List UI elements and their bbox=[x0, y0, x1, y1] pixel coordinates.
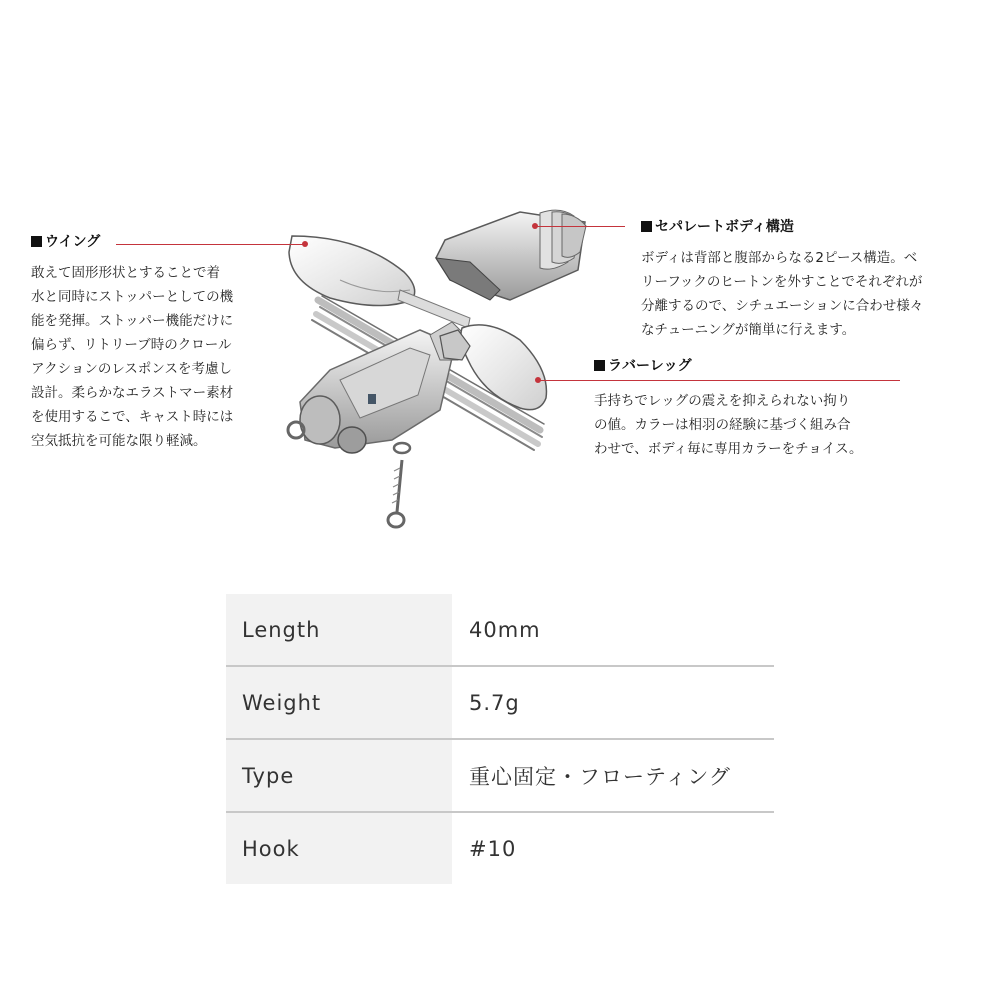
wing-text-line: を使用するこで、キャスト時には bbox=[31, 409, 234, 425]
screw-eye bbox=[388, 443, 410, 527]
wing-text-line: 能を発揮。ストッパー機能だけに bbox=[31, 313, 234, 329]
spec-value: 重心固定・フローティング bbox=[452, 739, 774, 812]
spec-value: 5.7g bbox=[452, 666, 774, 739]
rubber-leg-callout-title: ラバーレッグ bbox=[594, 357, 863, 375]
spec-row-hook bbox=[226, 812, 774, 884]
wing-callout bbox=[31, 233, 233, 453]
wing-text-line: 偏らず、リトリーブ時のクロール bbox=[31, 337, 232, 353]
rubber-leg-text-line: の値。カラーは相羽の経験に基づく組み合 bbox=[594, 417, 851, 433]
rubber-leg-callout bbox=[594, 357, 863, 461]
wing-leader-dot bbox=[302, 241, 308, 247]
spec-value: #10 bbox=[452, 812, 774, 884]
separate-body-leader-dot bbox=[532, 223, 538, 229]
separate-body-text-line: ボディは背部と腹部からなる2ピース構造。ベ bbox=[641, 250, 918, 266]
bullet-square-icon bbox=[31, 236, 42, 247]
bullet-square-icon bbox=[594, 360, 605, 371]
top-body-part bbox=[436, 210, 586, 300]
spec-row-length bbox=[226, 594, 774, 666]
spec-label: Weight bbox=[226, 666, 452, 739]
wing-text-line: 敢えて固形形状とすることで着 bbox=[31, 265, 220, 281]
left-wing bbox=[289, 236, 415, 306]
separate-body-leader-line bbox=[537, 226, 625, 227]
separate-body-text-line: 分離するので、シチュエーションに合わせ様々 bbox=[641, 298, 924, 314]
wing-text-line: 水と同時にストッパーとしての機 bbox=[31, 289, 234, 305]
spec-label: Type bbox=[226, 739, 452, 812]
wing-connector bbox=[398, 290, 470, 328]
wing-text-line: アクションのレスポンスを考慮し bbox=[31, 361, 233, 377]
wing-text-line: 設計。柔らかなエラストマー素材 bbox=[31, 385, 234, 401]
separate-body-text-line: リーフックのヒートンを外すことでそれぞれが bbox=[641, 274, 923, 290]
spec-row-type bbox=[226, 739, 774, 812]
rubber-leg-callout-body bbox=[594, 389, 863, 461]
spec-table bbox=[226, 594, 774, 884]
spec-label: Length bbox=[226, 594, 452, 666]
separate-body-callout bbox=[641, 218, 923, 342]
wing-callout-title: ウイング bbox=[31, 233, 233, 251]
separate-body-text-line: なチューニングが簡単に行えます。 bbox=[641, 322, 856, 338]
spec-row-weight bbox=[226, 666, 774, 739]
rubber-leg-leader-dot bbox=[535, 377, 541, 383]
bullet-square-icon bbox=[641, 221, 652, 232]
separate-body-callout-title: セパレートボディ構造 bbox=[641, 218, 923, 236]
wing-text-line: 空気抵抗を可能な限り軽減。 bbox=[31, 433, 207, 449]
separate-body-callout-body bbox=[641, 246, 923, 342]
rubber-leg-text-line: 手持ちでレッグの震えを抑えられない拘り bbox=[594, 393, 851, 409]
belly-body-part bbox=[288, 322, 465, 453]
rubber-leg-text-line: わせで、ボディ毎に専用カラーをチョイス。 bbox=[594, 441, 863, 457]
spec-value: 40mm bbox=[452, 594, 774, 666]
spec-label: Hook bbox=[226, 812, 452, 884]
wing-callout-body bbox=[31, 261, 233, 453]
